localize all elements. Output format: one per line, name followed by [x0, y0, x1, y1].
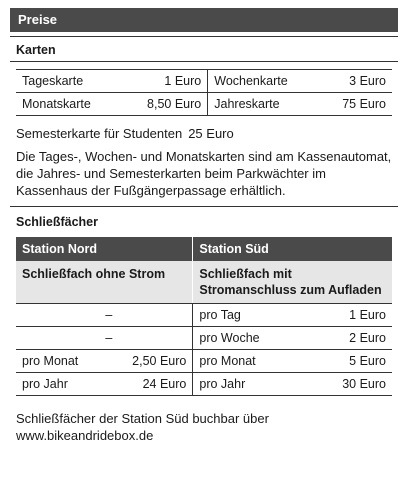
table-row [16, 70, 392, 93]
ticket-label: Wochenkarte [208, 70, 320, 93]
locker-period-sued: pro Jahr [193, 373, 306, 396]
tickets-table [16, 69, 392, 116]
ticket-label: Tageskarte [16, 70, 121, 93]
locker-price-nord: – [91, 327, 193, 350]
column-header-station-sued: Station Süd [193, 237, 392, 261]
ticket-label: Jahreskarte [208, 93, 320, 116]
table-row [16, 304, 392, 327]
semester-ticket-line [10, 125, 398, 142]
locker-period-sued: pro Monat [193, 350, 306, 373]
ticket-price: 3 Euro [319, 70, 392, 93]
locker-price-nord: – [91, 304, 193, 327]
table-row [16, 93, 392, 116]
locker-price-sued: 1 Euro [306, 304, 392, 327]
locker-period-nord: pro Jahr [16, 373, 91, 396]
lockers-booking-note: Schließfächer der Station Süd buchbar über www.bikeandridebox.de [16, 411, 269, 443]
price-sheet [10, 8, 398, 444]
tickets-section-title: Karten [10, 36, 398, 62]
ticket-price: 75 Euro [319, 93, 392, 116]
locker-price-sued: 5 Euro [306, 350, 392, 373]
semester-ticket-label: Semesterkarte für Studenten [16, 126, 183, 141]
table-row [16, 327, 392, 350]
locker-type-sued: Schließfach mit Stromanschluss zum Aufladen [193, 261, 392, 304]
ticket-label: Monatskarte [16, 93, 121, 116]
locker-price-sued: 30 Euro [306, 373, 392, 396]
locker-period-sued: pro Tag [193, 304, 306, 327]
table-header-row [16, 237, 392, 261]
locker-type-nord: Schließfach ohne Strom [16, 261, 193, 304]
ticket-price: 1 Euro [121, 70, 208, 93]
lockers-table [16, 237, 392, 396]
ticket-price: 8,50 Euro [121, 93, 208, 116]
locker-price-nord: 2,50 Euro [91, 350, 193, 373]
locker-period-nord [16, 327, 91, 350]
locker-period-sued: pro Woche [193, 327, 306, 350]
locker-period-nord: pro Monat [16, 350, 91, 373]
locker-period-nord [16, 304, 91, 327]
locker-price-nord: 24 Euro [91, 373, 193, 396]
table-row [16, 373, 392, 396]
table-row [16, 350, 392, 373]
column-header-station-nord: Station Nord [16, 237, 193, 261]
locker-price-sued: 2 Euro [306, 327, 392, 350]
table-subheader-row [16, 261, 392, 304]
lockers-section-title: Schließfächer [10, 206, 398, 235]
semester-ticket-price: 25 Euro [188, 126, 234, 141]
prices-title: Preise [10, 8, 398, 32]
tickets-note: Die Tages-, Wochen- und Monatskarten sind am Kassenautomat, die Jahres- und Semesterkarten beim Parkwächter im Kassenhaus der Fußgängerpassage erhältlich. [16, 149, 392, 198]
